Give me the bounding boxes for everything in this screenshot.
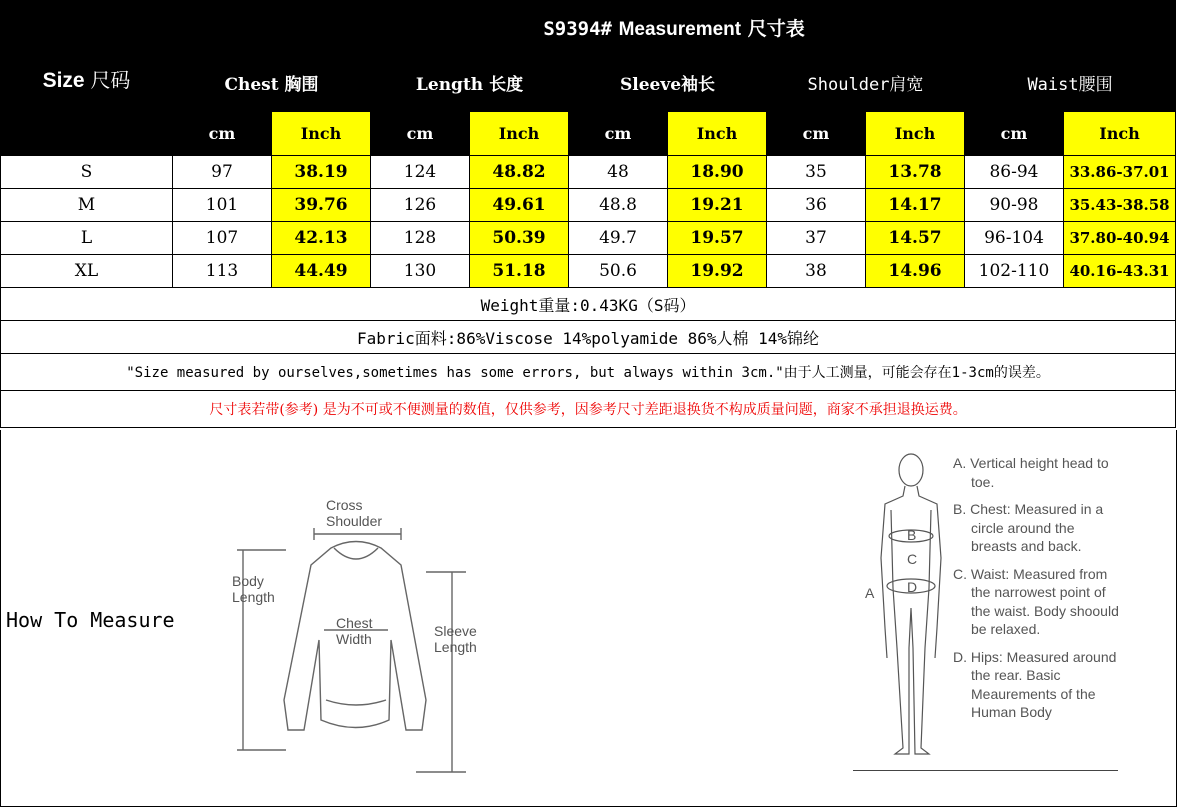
value-cell: 49.61: [470, 189, 569, 222]
unit-inch: Inch: [272, 112, 371, 156]
value-cell: 40.16-43.31: [1064, 255, 1176, 288]
value-cell: 128: [371, 222, 470, 255]
value-cell: 107: [173, 222, 272, 255]
legend-item: B. Chest: Measured in a circle around the breasts and back.: [953, 501, 1104, 554]
size-cell: XL: [1, 255, 173, 288]
value-cell: 44.49: [272, 255, 371, 288]
size-cell: L: [1, 222, 173, 255]
value-cell: 96-104: [965, 222, 1064, 255]
table-row: [1, 189, 1176, 222]
how-to-measure-section: [0, 430, 1177, 807]
table-row: [1, 156, 1176, 189]
divider: [853, 770, 1118, 771]
chart-title: S9394# Measurement 尺寸表: [173, 1, 1176, 54]
sleeve-header: Sleeve袖长: [569, 54, 767, 112]
measurement-note: "Size measured by ourselves,sometimes has some errors, but always within 3cm."由于人工测量，可能会存在1-3cm的误差。: [1, 354, 1176, 391]
sweater-label: Shoulder: [326, 513, 383, 529]
size-cell: S: [1, 156, 173, 189]
value-cell: 39.76: [272, 189, 371, 222]
table-row: [1, 222, 1176, 255]
value-cell: 130: [371, 255, 470, 288]
legend-item: C. Waist: Measured from the narrowest point of the waist. Body shoould be relaxed.: [953, 565, 1119, 637]
legend-item: D. Hips: Measured around the rear. Basic Meaurements of the Human Body: [953, 648, 1117, 720]
unit-inch: Inch: [470, 112, 569, 156]
value-cell: 124: [371, 156, 470, 189]
sweater-label: Width: [336, 631, 372, 647]
shoulder-header: Shoulder肩宽: [767, 54, 965, 112]
sweater-label: Body: [232, 573, 264, 589]
measurement-legend: [953, 454, 1123, 731]
weight-info: Weight重量:0.43KG（S码）: [1, 288, 1176, 321]
table-row: [1, 255, 1176, 288]
unit-inch: Inch: [1064, 112, 1176, 156]
value-cell: 35: [767, 156, 866, 189]
body-letter: B: [907, 527, 917, 543]
unit-cm: cm: [173, 112, 272, 156]
value-cell: 14.96: [866, 255, 965, 288]
unit-cm: cm: [965, 112, 1064, 156]
unit-inch: Inch: [668, 112, 767, 156]
unit-cm: cm: [569, 112, 668, 156]
value-cell: 33.86-37.01: [1064, 156, 1176, 189]
value-cell: 48: [569, 156, 668, 189]
value-cell: 37.80-40.94: [1064, 222, 1176, 255]
value-cell: 18.90: [668, 156, 767, 189]
sweater-label: Chest: [336, 615, 373, 631]
fabric-info: Fabric面料:86%Viscose 14%polyamide 86%人棉 14%锦纶: [1, 321, 1176, 354]
value-cell: 13.78: [866, 156, 965, 189]
value-cell: 50.6: [569, 255, 668, 288]
value-cell: 51.18: [470, 255, 569, 288]
value-cell: 113: [173, 255, 272, 288]
legend-item: A. Vertical height head to toe.: [953, 455, 1109, 490]
body-letter: C: [907, 551, 918, 567]
sweater-label: Cross: [326, 497, 363, 513]
sweater-label: Length: [232, 589, 275, 605]
sweater-label: Sleeve: [434, 623, 477, 639]
length-header: Length 长度: [371, 54, 569, 112]
value-cell: 49.7: [569, 222, 668, 255]
value-cell: 19.57: [668, 222, 767, 255]
value-cell: 36: [767, 189, 866, 222]
body-diagram: [859, 448, 949, 768]
body-letter: D: [907, 579, 918, 595]
unit-cm: cm: [767, 112, 866, 156]
size-cell: M: [1, 189, 173, 222]
value-cell: 14.17: [866, 189, 965, 222]
value-cell: 101: [173, 189, 272, 222]
value-cell: 126: [371, 189, 470, 222]
value-cell: 48.82: [470, 156, 569, 189]
waist-header: Waist腰围: [965, 54, 1176, 112]
value-cell: 35.43-38.58: [1064, 189, 1176, 222]
sweater-label: Length: [434, 639, 477, 655]
value-cell: 38.19: [272, 156, 371, 189]
reference-warning: 尺寸表若带(参考) 是为不可或不便测量的数值，仅供参考，因参考尺寸差距退换货不构成质量问题，商家不承担退换运费。: [1, 391, 1176, 428]
size-header: Size 尺码: [1, 1, 173, 156]
how-to-measure-label: How To Measure: [6, 608, 175, 632]
value-cell: 50.39: [470, 222, 569, 255]
value-cell: 19.21: [668, 189, 767, 222]
unit-inch: Inch: [866, 112, 965, 156]
value-cell: 48.8: [569, 189, 668, 222]
chest-header: Chest 胸围: [173, 54, 371, 112]
value-cell: 14.57: [866, 222, 965, 255]
body-letter: A: [865, 585, 875, 601]
value-cell: 38: [767, 255, 866, 288]
value-cell: 97: [173, 156, 272, 189]
value-cell: 42.13: [272, 222, 371, 255]
value-cell: 37: [767, 222, 866, 255]
sweater-diagram: [226, 490, 496, 790]
value-cell: 90-98: [965, 189, 1064, 222]
value-cell: 19.92: [668, 255, 767, 288]
value-cell: 102-110: [965, 255, 1064, 288]
unit-cm: cm: [371, 112, 470, 156]
value-cell: 86-94: [965, 156, 1064, 189]
